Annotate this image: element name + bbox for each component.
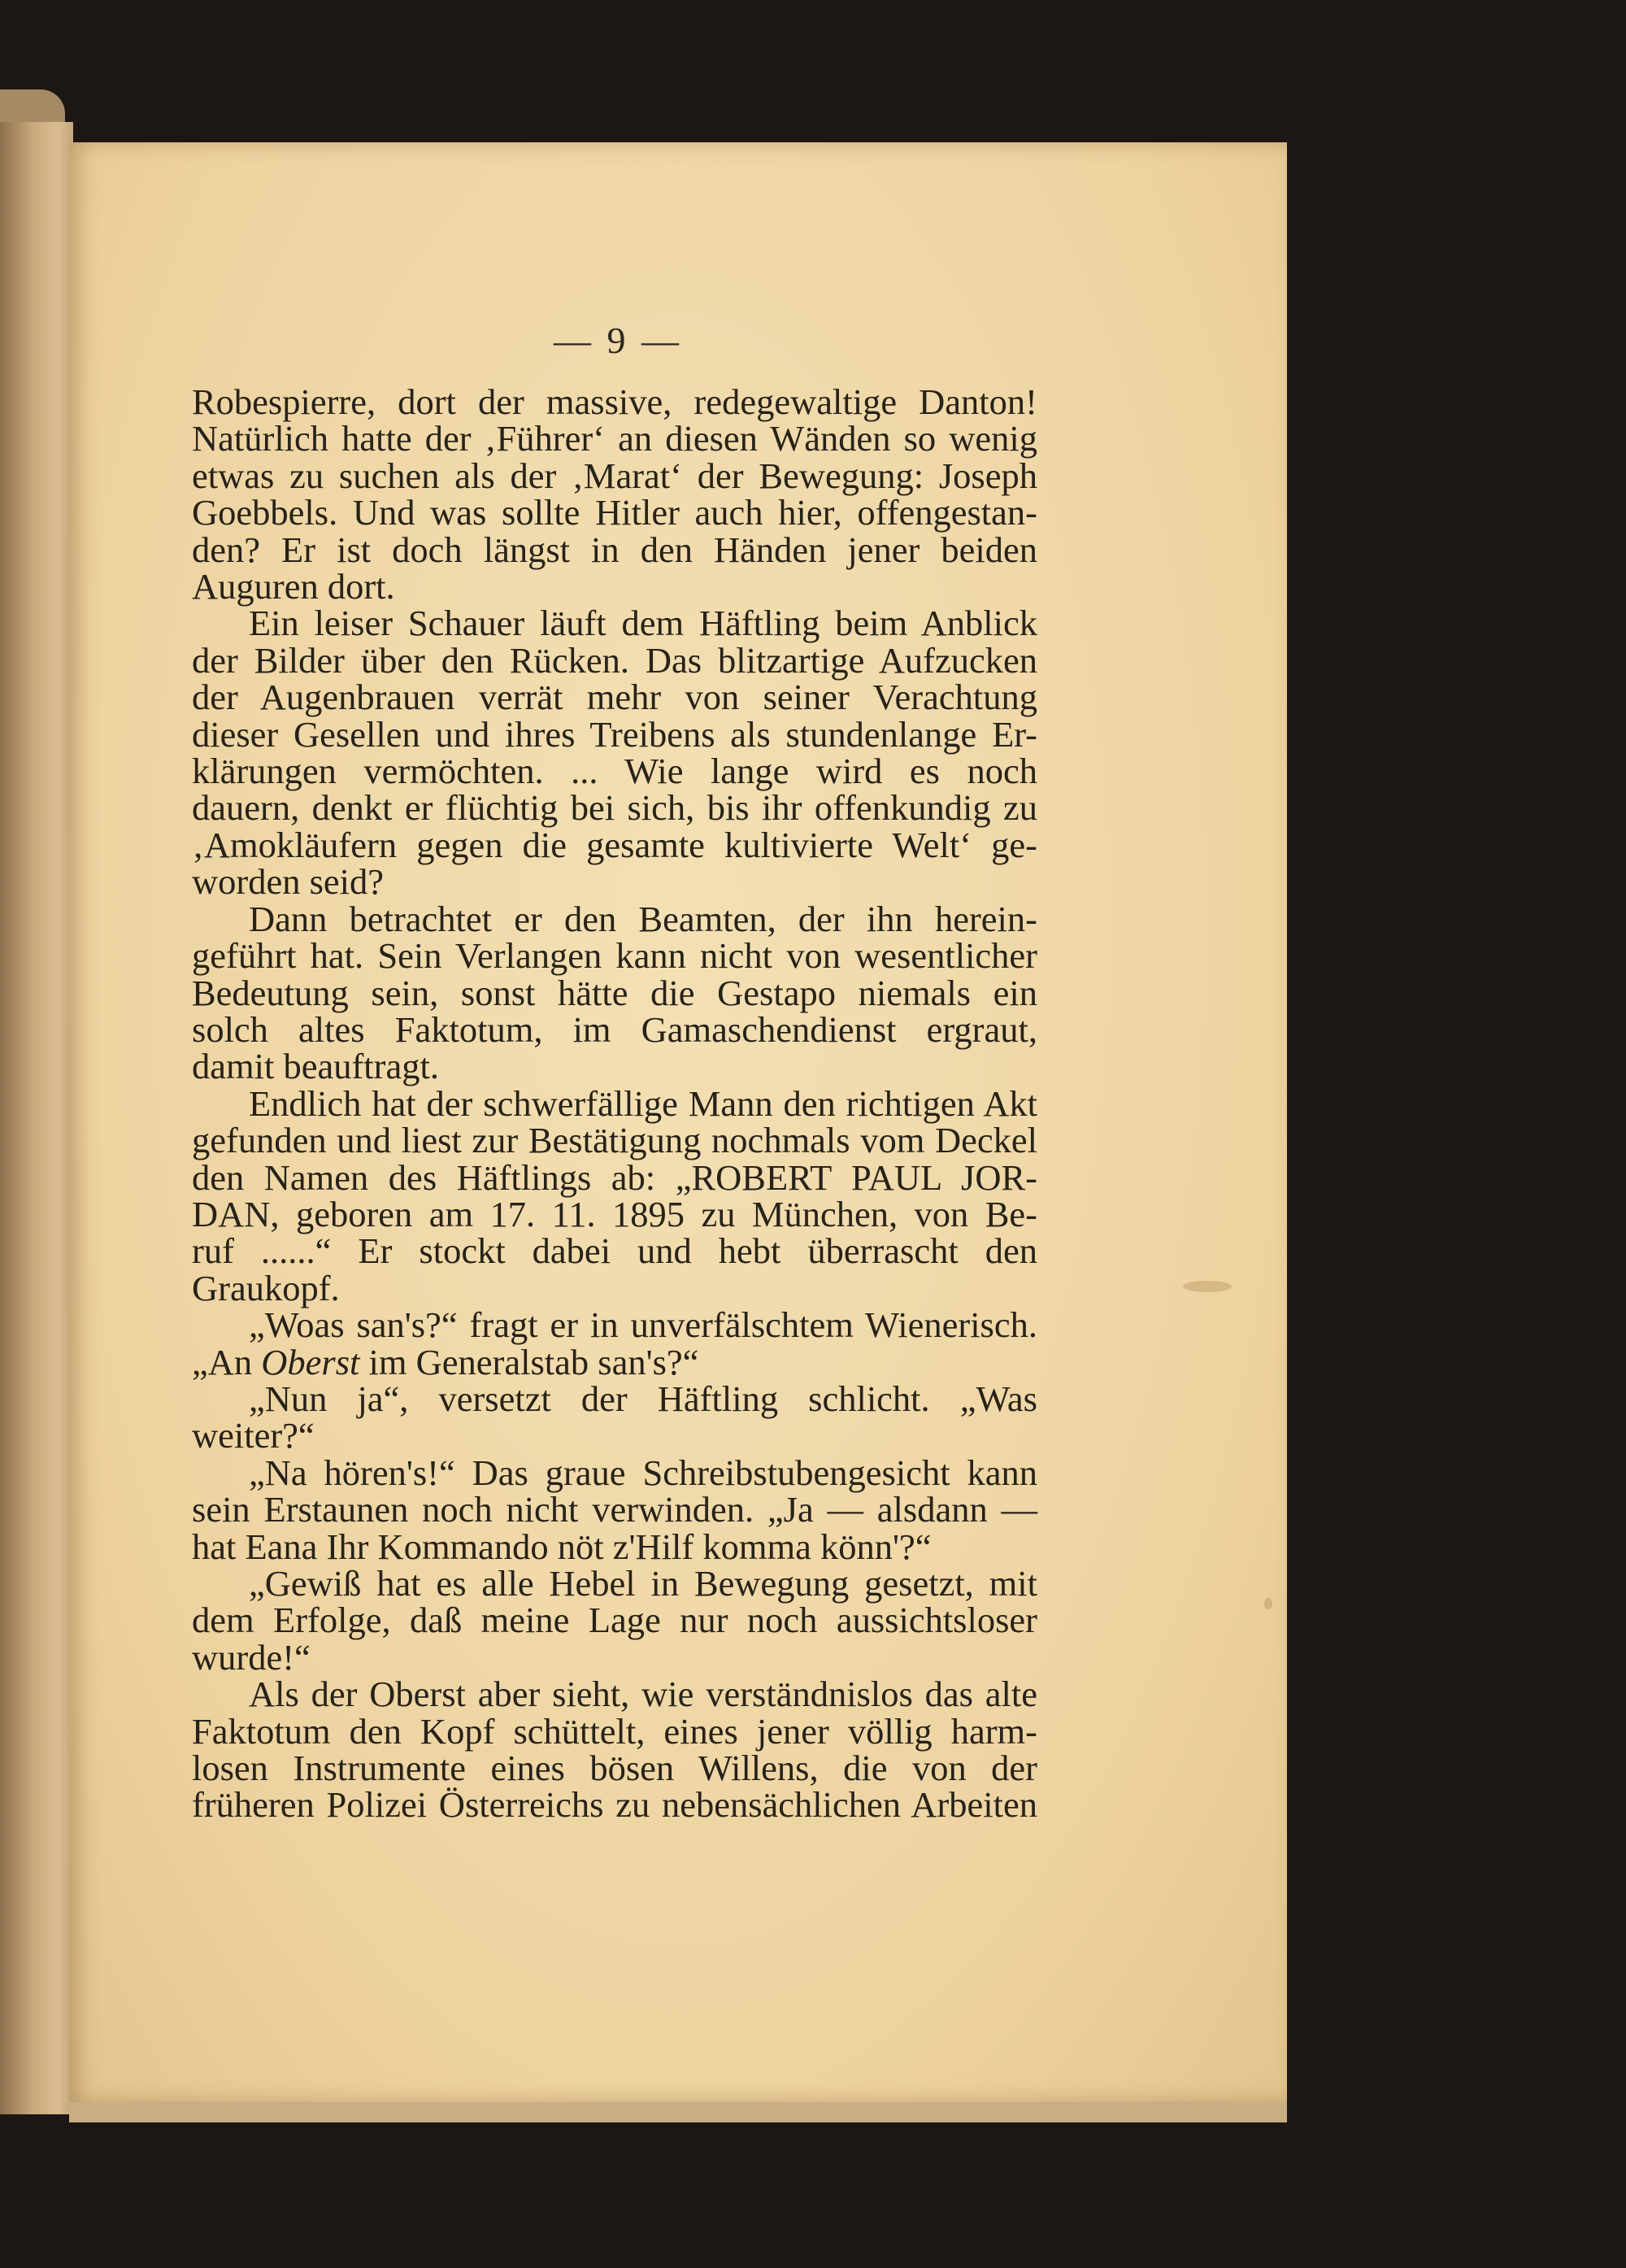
text-line: etwas zu suchen als der ‚Marat‘ der Bewegung: Joseph <box>192 455 1037 496</box>
text-line: sein Erstaunen noch nicht verwinden. „Ja — alsdann — <box>192 1489 1037 1530</box>
text-line: geführt hat. Sein Verlangen kann nicht von wesentlicher <box>192 935 1037 977</box>
body-text <box>192 381 1037 1826</box>
text-line: Endlich hat der schwerfällige Mann den richtigen Akt <box>249 1082 1037 1124</box>
text-line: dem Erfolge, daß meine Lage nur noch aussichtsloser <box>192 1600 1037 1641</box>
text-line: „Nun ja“, versetzt der Häftling schlicht. „Was <box>249 1378 1037 1419</box>
text-line: Goebbels. Und was sollte Hitler auch hier, offengestan- <box>192 492 1037 533</box>
text-line: dieser Gesellen und ihres Treibens als stundenlange Er- <box>192 713 1037 755</box>
text-line: Als der Oberst aber sieht, wie verständnislos das alte <box>249 1674 1037 1715</box>
text-line: gefunden und liest zur Bestätigung nochmals vom Deckel <box>192 1120 1037 1161</box>
text-line: der Bilder über den Rücken. Das blitzartige Aufzucken <box>192 639 1037 681</box>
text-line: „Woas san's?“ fragt er in unverfälschtem Wienerisch. <box>249 1304 1037 1346</box>
page-stain <box>1183 1281 1232 1292</box>
text-line: Robespierre, dort der massive, redegewaltige Danton! <box>192 381 1037 422</box>
text-line: wurde!“ <box>192 1636 311 1678</box>
text-line: worden seid? <box>192 861 385 903</box>
text-line: hat Eana Ihr Kommando nöt z'Hilf komma könn'?“ <box>192 1526 932 1567</box>
text-line: Auguren dort. <box>192 566 395 607</box>
book-spine <box>0 122 73 2114</box>
text-line: weiter?“ <box>192 1415 315 1456</box>
text-line: DAN, geboren am 17. 11. 1895 zu München, von Be- <box>192 1193 1037 1234</box>
text-line: ruf ......“ Er stockt dabei und hebt überrascht den <box>192 1230 1037 1272</box>
text-line: Ein leiser Schauer läuft dem Häftling beim Anblick <box>249 603 1037 644</box>
text-line: dauern, denkt er flüchtig bei sich, bis ihr offenkundig zu <box>192 787 1037 829</box>
text-line: Bedeutung sein, sonst hätte die Gestapo niemals ein <box>192 972 1037 1013</box>
text-line: losen Instrumente eines bösen Willens, die von der <box>192 1748 1037 1789</box>
text-line: „Na hören's!“ Das graue Schreibstubengesicht kann <box>249 1452 1037 1493</box>
text-line: „An Oberst im Generalstab san's?“ <box>192 1341 699 1382</box>
text-line: Dann betrachtet er den Beamten, der ihn herein- <box>249 898 1037 939</box>
text-line: solch altes Faktotum, im Gamaschendienst ergraut, <box>192 1008 1037 1050</box>
text-line: Faktotum den Kopf schüttelt, eines jener völlig harm- <box>192 1710 1037 1752</box>
page-bottom-edge <box>69 2102 1287 2122</box>
text-line: den Namen des Häftlings ab: „ROBERT PAUL JOR- <box>192 1156 1037 1198</box>
page-stain <box>1264 1598 1272 1609</box>
text-line: der Augenbrauen verrät mehr von seiner Verachtung <box>192 677 1037 718</box>
text-line: Natürlich hatte der ‚Führer‘ an diesen Wänden so wenig <box>192 418 1037 459</box>
text-line: damit beauftragt. <box>192 1046 439 1087</box>
text-line: früheren Polizei Österreichs zu nebensächlichen Arbeiten <box>192 1784 1037 1826</box>
text-line: klärungen vermöchten. ... Wie lange wird es noch <box>192 751 1037 792</box>
text-line: „Gewiß hat es alle Hebel in Bewegung gesetzt, mit <box>249 1563 1037 1604</box>
text-line: ‚Amokläufern gegen die gesamte kultivierte Welt‘ ge- <box>192 824 1037 865</box>
text-line: den? Er ist doch längst in den Händen jener beiden <box>192 529 1037 570</box>
text-line: Graukopf. <box>192 1267 340 1308</box>
page-number: — 9 — <box>554 320 682 361</box>
